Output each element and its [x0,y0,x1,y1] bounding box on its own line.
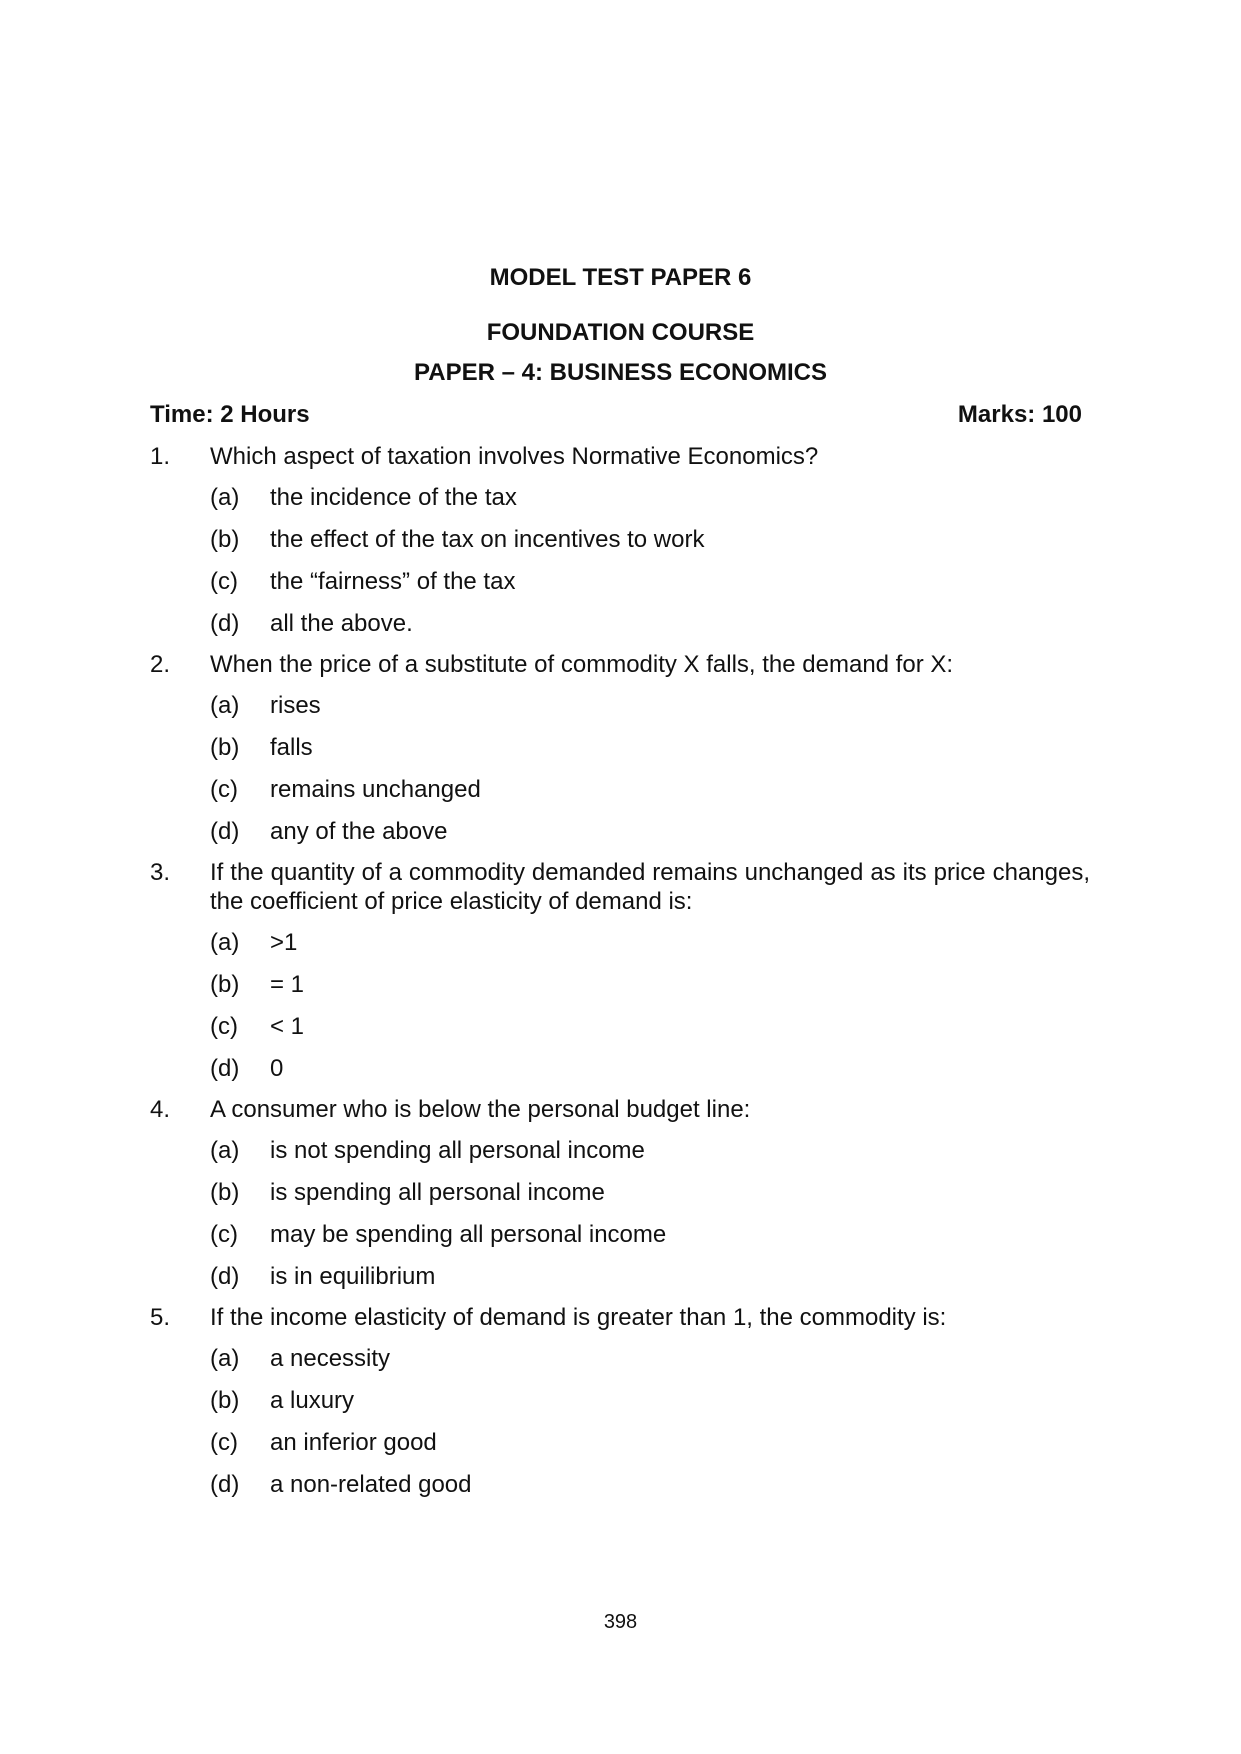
option-item [210,817,1090,846]
option-label: (d) [210,610,240,637]
question-number: 5. [150,1304,171,1331]
option-item [210,1220,1090,1249]
option-item [210,970,1090,999]
question-item [150,1303,1090,1499]
option-label: (b) [210,734,240,761]
option-text: an inferior good [270,1429,437,1456]
question-list [150,442,1090,1511]
option-list [210,1136,1090,1291]
option-label: (d) [210,1263,240,1290]
option-item [210,1136,1090,1165]
option-item [210,928,1090,957]
option-label: (a) [210,1137,240,1164]
option-text: 0 [270,1055,284,1082]
option-text: = 1 [270,971,305,998]
question-item [150,1095,1090,1291]
option-label: (d) [210,1471,240,1498]
option-item [210,775,1090,804]
question-number: 3. [150,859,171,886]
option-item [210,1178,1090,1207]
option-label: (d) [210,1055,240,1082]
question-number: 1. [150,443,171,470]
option-label: (b) [210,1387,240,1414]
option-label: (b) [210,971,240,998]
question-text: When the price of a substitute of commodity X falls, the demand for X: [210,651,954,678]
option-item [210,1054,1090,1083]
option-text: any of the above [270,818,448,845]
question-item [150,650,1090,846]
option-text: falls [270,734,313,761]
question-number: 4. [150,1096,171,1123]
option-text: >1 [270,929,298,956]
option-item [210,1012,1090,1041]
option-text: is not spending all personal income [270,1137,645,1164]
option-list [210,483,1090,638]
question-item [150,858,1090,1083]
question-text: If the income elasticity of demand is greater than 1, the commodity is: [210,1304,947,1331]
option-item [210,609,1090,638]
option-list [210,1344,1090,1499]
option-label: (a) [210,929,240,956]
option-label: (b) [210,1179,240,1206]
option-text: the incidence of the tax [270,484,517,511]
option-item [210,733,1090,762]
page-number: 398 [603,1611,638,1633]
option-item [210,1386,1090,1415]
option-label: (a) [210,692,240,719]
option-label: (c) [210,568,238,595]
paper-title: MODEL TEST PAPER 6 [489,264,752,291]
option-label: (d) [210,818,240,845]
course-title: FOUNDATION COURSE [486,319,755,346]
option-text: is in equilibrium [270,1263,436,1290]
option-text: all the above. [270,610,413,637]
option-text: may be spending all personal income [270,1221,667,1248]
option-item [210,567,1090,596]
option-text: a necessity [270,1345,391,1372]
option-label: (c) [210,1221,238,1248]
option-label: (b) [210,526,240,553]
time-allowed: Time: 2 Hours [150,401,310,428]
option-text: a non-related good [270,1471,472,1498]
option-text: the “fairness” of the tax [270,568,516,595]
option-item [210,525,1090,554]
question-text: If the quantity of a commodity demanded remains unchanged as its price changes, the coefficient of price elasticity of demand is: [210,859,1090,915]
option-text: is spending all personal income [270,1179,605,1206]
option-item [210,483,1090,512]
option-text: rises [270,692,321,719]
option-text: the effect of the tax on incentives to work [270,526,705,553]
option-text: a luxury [270,1387,355,1414]
paper-subject: PAPER – 4: BUSINESS ECONOMICS [414,359,827,386]
option-label: (a) [210,1345,240,1372]
option-text: < 1 [270,1013,305,1040]
option-item [210,1344,1090,1373]
question-text: A consumer who is below the personal budget line: [210,1096,751,1123]
option-item [210,691,1090,720]
option-list [210,691,1090,846]
question-item [150,442,1090,638]
option-item [210,1470,1090,1499]
question-text: Which aspect of taxation involves Normative Economics? [210,443,819,470]
question-number: 2. [150,651,171,678]
total-marks: Marks: 100 [957,401,1082,428]
option-label: (c) [210,1429,238,1456]
option-item [210,1428,1090,1457]
option-item [210,1262,1090,1291]
option-label: (c) [210,1013,238,1040]
option-label: (a) [210,484,240,511]
option-text: remains unchanged [270,776,481,803]
option-list [210,928,1090,1083]
option-label: (c) [210,776,238,803]
